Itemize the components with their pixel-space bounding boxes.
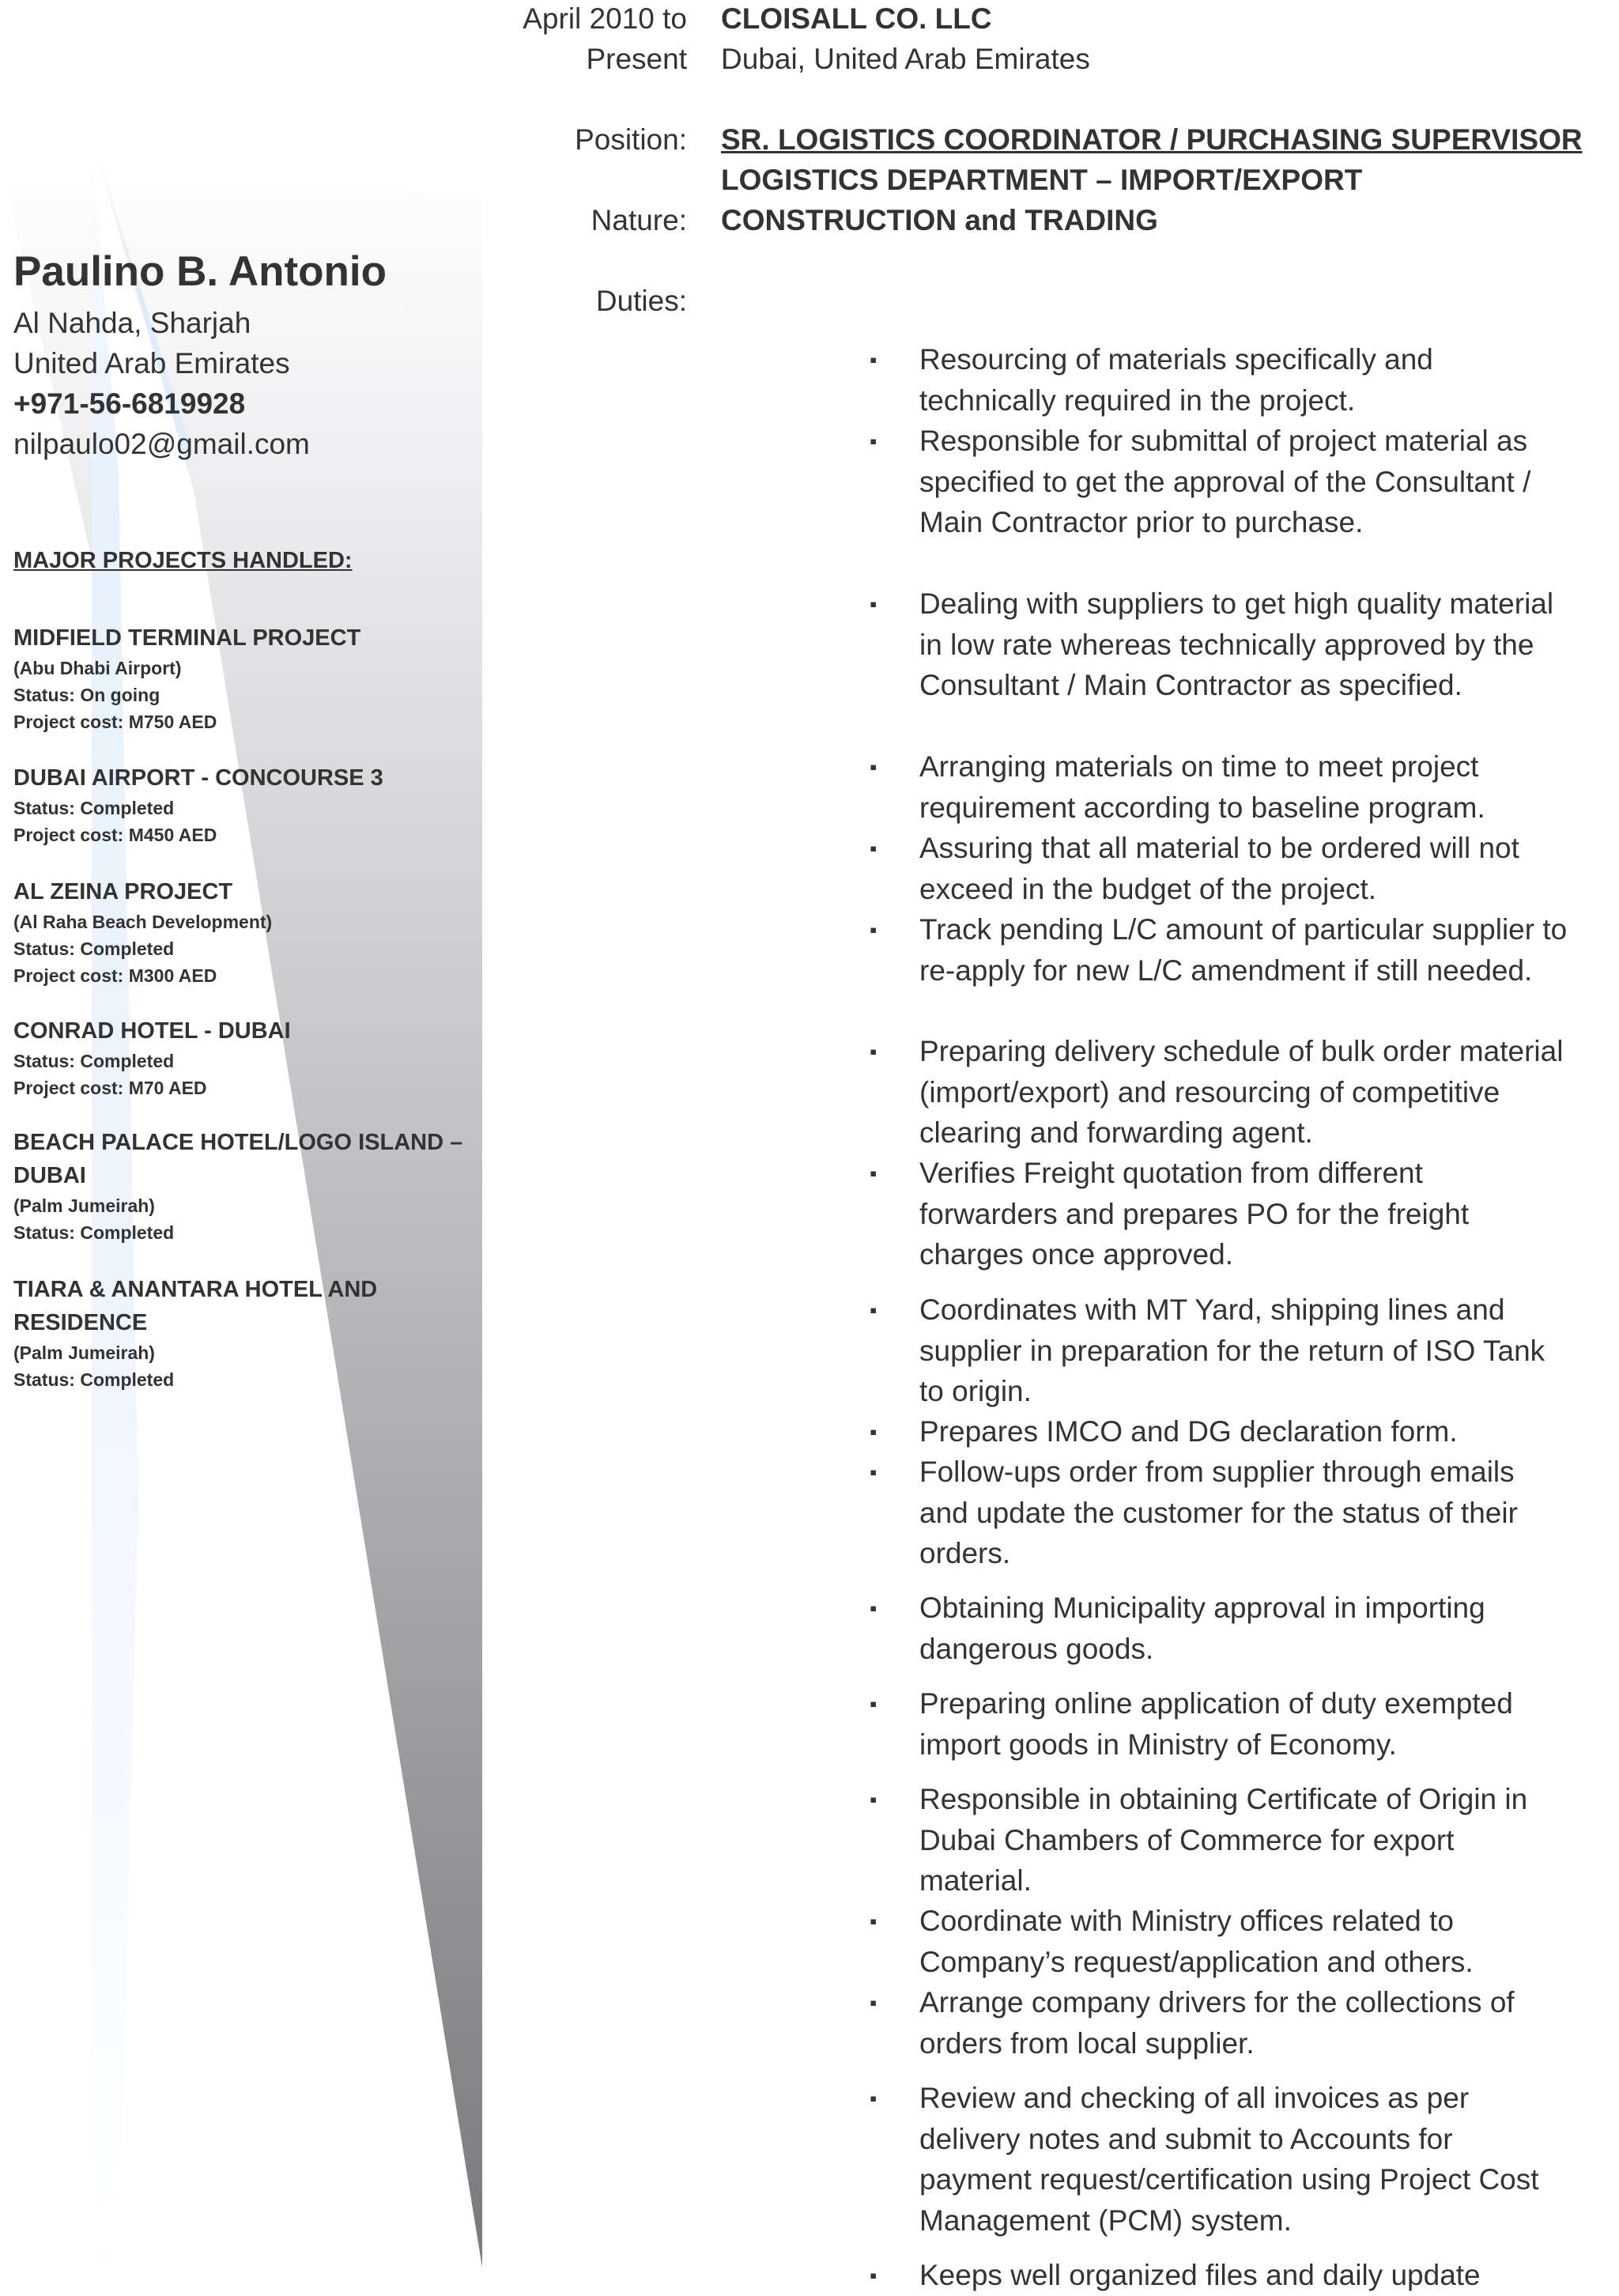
bullet-icon: ▪: [870, 1692, 877, 1716]
employment-period-start: April 2010 to: [523, 2, 687, 35]
phone-number: +971-56-6819928: [13, 387, 246, 420]
project-status: Status: On going: [13, 685, 160, 705]
project-title: CONRAD HOTEL - DUBAI: [13, 1018, 291, 1044]
duty-item: Preparing delivery schedule of bulk order material (import/export) and resourcing of competitive clearing and forwarding agent.: [919, 1035, 1564, 1149]
project-status: Status: Completed: [13, 1051, 175, 1071]
project-status: Status: Completed: [13, 1369, 175, 1390]
bullet-icon: ▪: [870, 2264, 877, 2287]
duty-item: Responsible for submittal of project material as specified to get the approval of the Consultant / Main Contractor prior to purchase.: [919, 425, 1531, 538]
duty-item: Coordinates with MT Yard, shipping lines and supplier in preparation for the return of ISO Tank to origin.: [919, 1293, 1545, 1407]
address-line-2: United Arab Emirates: [13, 347, 290, 380]
bullet-icon: ▪: [870, 1161, 877, 1185]
company-location: Dubai, United Arab Emirates: [721, 43, 1090, 75]
project-status: Status: Completed: [13, 798, 175, 818]
duty-item: Prepares IMCO and DG declaration form.: [919, 1415, 1458, 1448]
project-status: Status: Completed: [13, 1222, 175, 1243]
department: LOGISTICS DEPARTMENT – IMPORT/EXPORT: [721, 164, 1363, 196]
bullet-icon: ▪: [870, 1460, 877, 1484]
duty-item: Coordinate with Ministry offices related to Company’s request/application and others.: [919, 1905, 1474, 1978]
project-title: MIDFIELD TERMINAL PROJECT: [13, 625, 361, 651]
position-title: SR. LOGISTICS COORDINATOR / PURCHASING SUPERVISOR: [721, 123, 1583, 156]
duty-item: Arranging materials on time to meet project requirement according to baseline program.: [919, 750, 1485, 824]
nature-label: Nature:: [591, 204, 687, 236]
bullet-icon: ▪: [870, 1788, 877, 1811]
bullet-icon: ▪: [870, 348, 877, 372]
project-cost: Project cost: M450 AED: [13, 825, 217, 845]
applicant-name: Paulino B. Antonio: [13, 248, 387, 295]
project-cost: Project cost: M750 AED: [13, 712, 217, 732]
bullet-icon: ▪: [870, 836, 877, 860]
bullet-icon: ▪: [870, 1909, 877, 1933]
position-label: Position:: [575, 123, 687, 156]
bullet-icon: ▪: [870, 1991, 877, 2015]
bullet-icon: ▪: [870, 592, 877, 616]
projects-heading: MAJOR PROJECTS HANDLED:: [13, 548, 353, 573]
bullet-icon: ▪: [870, 429, 877, 453]
project-detail: (Al Raha Beach Development): [13, 912, 273, 932]
duty-item: Assuring that all material to be ordered will not exceed in the budget of the project.: [919, 832, 1519, 905]
nature-value: CONSTRUCTION and TRADING: [721, 204, 1158, 236]
duty-item: Dealing with suppliers to get high quality material in low rate whereas technically approved by the Consultant / Main Contractor as specified.: [919, 587, 1554, 701]
email-address: nilpaulo02@gmail.com: [13, 428, 310, 460]
project-title: AL ZEINA PROJECT: [13, 879, 233, 904]
duties-label: Duties:: [595, 285, 687, 317]
employment-period-end: Present: [586, 43, 687, 75]
bullet-icon: ▪: [870, 1298, 877, 1322]
duty-item: Keeps well organized files and daily update: [919, 2259, 1481, 2291]
project-detail: (Palm Jumeirah): [13, 1342, 155, 1363]
project-cost: Project cost: M300 AED: [13, 965, 217, 986]
project-title: DUBAI AIRPORT - CONCOURSE 3: [13, 765, 383, 791]
duty-item: Preparing online application of duty exempted import goods in Ministry of Economy.: [919, 1687, 1513, 1761]
duty-item: Verifies Freight quotation from different forwarders and prepares PO for the freight charges once approved.: [919, 1157, 1470, 1271]
bullet-icon: ▪: [870, 2086, 877, 2110]
project-title: BEACH PALACE HOTEL/LOGO ISLAND – DUBAI: [13, 1130, 463, 1188]
project-detail: (Abu Dhabi Airport): [13, 658, 182, 678]
duty-item: Arrange company drivers for the collections of orders from local supplier.: [919, 1986, 1515, 2060]
project-status: Status: Completed: [13, 938, 175, 959]
bullet-icon: ▪: [870, 1040, 877, 1063]
bullet-icon: ▪: [870, 1596, 877, 1620]
duty-item: Follow-ups order from supplier through emails and update the customer for the status of their orders.: [919, 1456, 1518, 1569]
bullet-icon: ▪: [870, 1420, 877, 1444]
duty-item: Track pending L/C amount of particular supplier to re-apply for new L/C amendment if still needed.: [919, 913, 1568, 987]
project-title: TIARA & ANANTARA HOTEL AND RESIDENCE: [13, 1277, 378, 1335]
bullet-icon: ▪: [870, 918, 877, 942]
duty-item: Review and checking of all invoices as per delivery notes and submit to Accounts for payment request/certification using Project Cost Management (PCM) system.: [919, 2082, 1539, 2237]
duty-item: Obtaining Municipality approval in importing dangerous goods.: [919, 1592, 1485, 1665]
project-cost: Project cost: M70 AED: [13, 1078, 207, 1098]
address-line-1: Al Nahda, Sharjah: [13, 307, 251, 339]
project-detail: (Palm Jumeirah): [13, 1195, 155, 1216]
company-name: CLOISALL CO. LLC: [721, 2, 992, 35]
duty-item: Responsible in obtaining Certificate of Origin in Dubai Chambers of Commerce for export material.: [919, 1783, 1528, 1897]
duty-item: Resourcing of materials specifically and technically required in the project.: [919, 343, 1433, 417]
bullet-icon: ▪: [870, 755, 877, 779]
